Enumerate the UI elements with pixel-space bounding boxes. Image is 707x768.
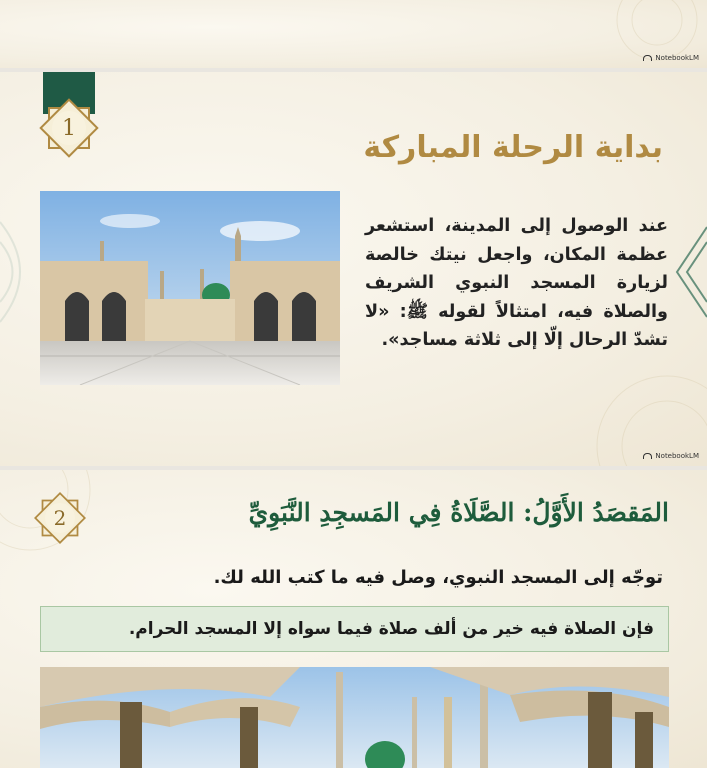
- slide-1: [0, 72, 707, 466]
- slide-number-badge: [32, 490, 88, 546]
- slide-number-badge: [37, 96, 101, 160]
- masjid-photo: [40, 191, 340, 385]
- right-ornament: [667, 222, 707, 322]
- slide-number: 1: [62, 115, 76, 141]
- slide-line: توجّه إلى المسجد النبوي، وصل فيه ما كتب الله لك.: [213, 567, 663, 588]
- notebooklm-brand: [643, 54, 699, 62]
- highlight-box: [40, 606, 669, 652]
- umbrellas-photo: [40, 667, 669, 768]
- highlight-text: فإن الصلاة فيه خير من ألف صلاة فيما سواه إلا المسجد الحرام.: [128, 619, 654, 639]
- notebooklm-brand: [643, 452, 699, 460]
- slide-partial-top: [0, 0, 707, 68]
- slide-number: 2: [53, 506, 67, 530]
- slide-title: بداية الرحلة المباركة: [363, 130, 663, 165]
- notebooklm-icon: [643, 453, 652, 459]
- slide-2: [0, 470, 707, 768]
- slide-title: المَقصَدُ الأَوَّلُ: الصَّلَاةُ فِي المَسجِدِ النَّبَوِيِّ: [248, 498, 669, 527]
- brand-label: NotebookLM: [655, 54, 699, 62]
- notebooklm-icon: [643, 55, 652, 61]
- slide-paragraph: عند الوصول إلى المدينة، استشعر عظمة المكان، واجعل نيتك خالصة لزيارة المسجد النبوي الشريف والصلاة فيه، امتثالاً لقوله ﷺ: «لا تشدّ الرحال إلّا إلى ثلاثة مساجد».: [365, 216, 668, 351]
- brand-label: NotebookLM: [655, 452, 699, 460]
